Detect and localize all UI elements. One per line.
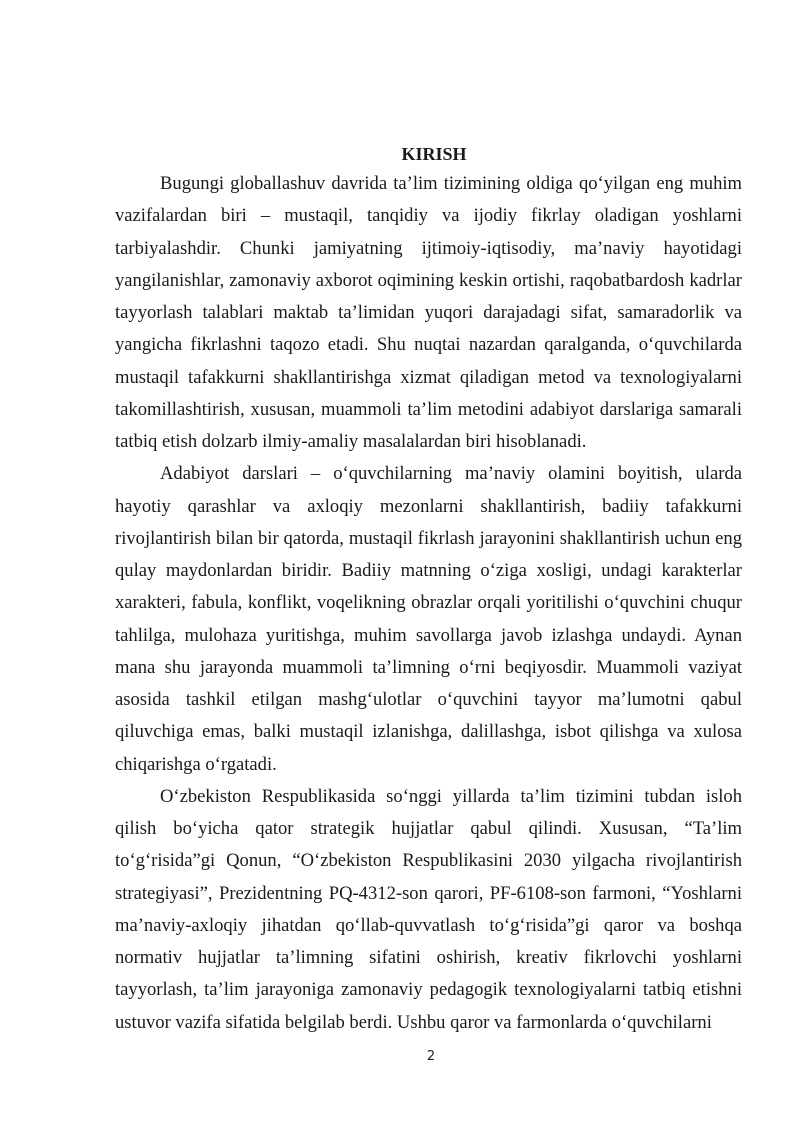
paragraph-1: Bugungi globallashuv davrida ta’lim tizimining oldiga qo‘yilgan eng muhim vazifalardan biri – mustaqil, tanqidiy va ijodiy fikrlay oladigan yoshlarni tarbiyalashdir. Chunki jamiyatning ijtimoiy-iqtisodiy, ma’naviy hayotidagi yangilanishlar, zamonaviy axborot oqimining keskin ortishi, raqobatbardosh kadrlar tayyorlash talablari maktab ta’limidan yuqori darajadagi sifat, samaradorlik va yangicha fikrlashni taqozo etadi. Shu nuqtai nazardan qaralganda, o‘quvchilarda mustaqil tafakkurni shakllantirishga xizmat qiladigan metod va texnologiyalarni takomillashtirish, xususan, muammoli ta’lim metodini adabiyot darslariga samarali tatbiq etish dolzarb ilmiy-amaliy masalalardan biri hisoblanadi. <box>115 173 742 452</box>
section-heading: KIRISH <box>401 144 467 164</box>
paragraph-3: O‘zbekiston Respublikasida so‘nggi yillarda ta’lim tizimini tubdan isloh qilish bo‘yicha qator strategik hujjatlar qabul qilindi. Xususan, “Ta’lim to‘g‘risida”gi Qonun, “O‘zbekiston Respublikasini 2030 yilgacha rivojlantirish strategiyasi”, Prezidentning PQ-4312-son qarori, PF-6108-son farmoni, “Yoshlarni ma’naviy-axloqiy jihatdan qo‘llab-quvvatlash to‘g‘risida”gi qaror va boshqa normativ hujjatlar ta’limning sifatini oshirish, kreativ fikrlovchi yoshlarni tayyorlash, ta’lim jarayoniga zamonaviy pedagogik texnologiyalarni tatbiq etishni ustuvor vazifa sifatida belgilab berdi. Ushbu qaror va farmonlarda o‘quvchilarni <box>115 785 742 1033</box>
page-body <box>115 143 742 1039</box>
page-number: 2 <box>426 1049 436 1064</box>
paragraph-2: Adabiyot darslari – o‘quvchilarning ma’naviy olamini boyitish, ularda hayotiy qarashlar va axloqiy mezonlarni shakllantirish, badiiy tafakkurni rivojlantirish bilan bir qatorda, mustaqil fikrlash jarayonini shakllantirish uchun eng qulay maydonlardan biridir. Badiiy matnning o‘ziga xosligi, undagi karakterlar xarakteri, fabula, konflikt, voqelikning obrazlar orqali yoritilishi o‘quvchini chuqur tahlilga, mulohaza yuritishga, muhim savollarga javob izlashga undaydi. Aynan mana shu jarayonda muammoli ta’limning o‘rni beqiyosdir. Muammoli vaziyat asosida tashkil etilgan mashg‘ulotlar o‘quvchini tayyor ma’lumotni qabul qiluvchiga emas, balki mustaqil izlanishga, dalillashga, isbot qilishga va xulosa chiqarishga o‘rgatadi. <box>115 463 742 775</box>
